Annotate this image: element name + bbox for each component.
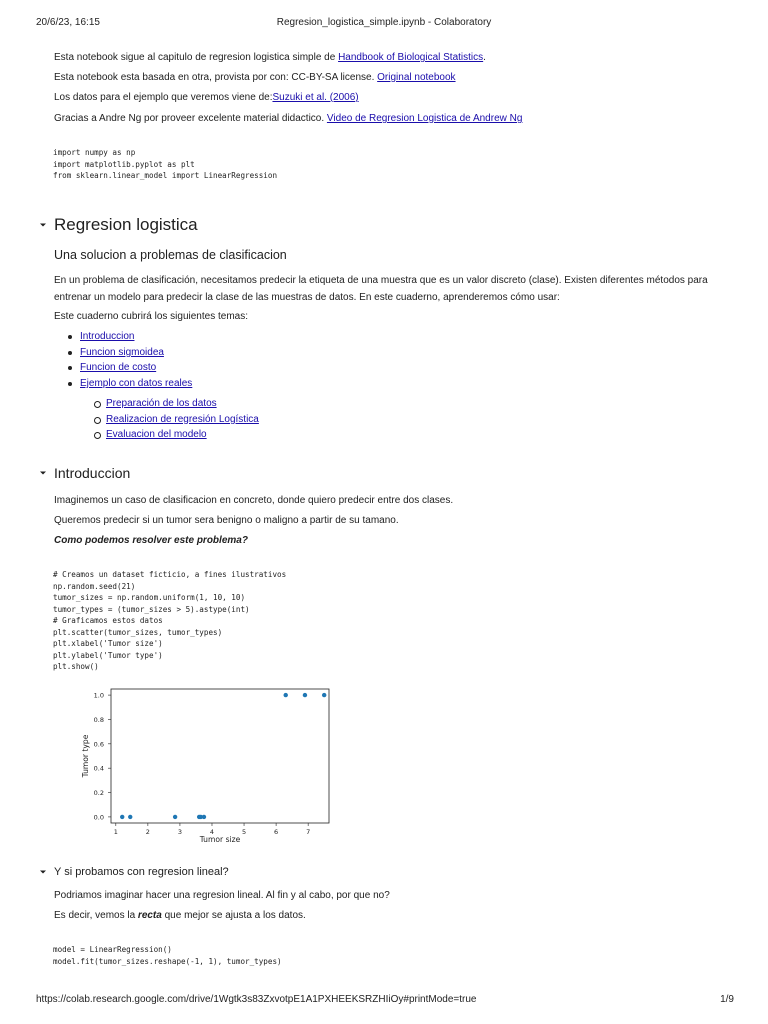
collapse-caret-icon[interactable] bbox=[38, 220, 48, 230]
code-cell-imports[interactable]: import numpy as np import matplotlib.pyplot as plt from sklearn.linear_model import LinearRegression bbox=[53, 148, 278, 180]
x-tick-label: 4 bbox=[209, 828, 215, 836]
scatter-plot bbox=[76, 683, 336, 847]
print-doc-title: Regresion_logistica_simple.ipynb - Colaboratory bbox=[276, 17, 492, 28]
section-title-introduccion: Introduccion bbox=[54, 465, 131, 481]
x-tick-label: 3 bbox=[177, 828, 182, 836]
intro-line-3-text: Los datos para el ejemplo que veremos viene de: bbox=[54, 92, 273, 103]
intro-line-2 bbox=[54, 69, 734, 86]
handbook-link[interactable]: Handbook of Biological Statistics bbox=[338, 52, 484, 63]
subtopic-link-evaluacion[interactable]: Evaluacion del modelo bbox=[106, 429, 207, 441]
collapse-caret-icon[interactable] bbox=[38, 468, 48, 478]
topic-link-datos-reales[interactable]: Ejemplo con datos reales bbox=[80, 378, 193, 390]
scatter-point bbox=[284, 693, 288, 697]
intro-line-4-text: Gracias a Andre Ng por proveer excelente material didactico. bbox=[54, 113, 327, 124]
x-tick-label: 6 bbox=[274, 828, 279, 836]
lineal-paragraph-2-suffix: que mejor se ajusta a los datos. bbox=[161, 910, 306, 921]
scatter-point bbox=[120, 815, 124, 819]
scatter-point bbox=[202, 815, 206, 819]
lineal-paragraph-2 bbox=[54, 907, 734, 924]
section-title-regresion: Regresion logistica bbox=[54, 215, 198, 234]
subtopic-item bbox=[106, 412, 259, 428]
plot-frame bbox=[111, 689, 329, 823]
topic-link-costo[interactable]: Funcion de costo bbox=[80, 362, 157, 374]
andrew-ng-video-link[interactable]: Video de Regresion Logistica de Andrew Ng bbox=[326, 113, 523, 124]
section-title-lineal: Y si probamos con regresion lineal? bbox=[54, 866, 229, 878]
code-cell-linear[interactable]: model = LinearRegression() model.fit(tumor_sizes.reshape(-1, 1), tumor_types) bbox=[53, 945, 282, 966]
regresion-paragraph-2: Este cuaderno cubrirá los siguientes temas: bbox=[54, 311, 248, 322]
print-footer bbox=[0, 994, 768, 1008]
suzuki-link[interactable]: Suzuki et al. (2006) bbox=[272, 92, 359, 103]
print-datetime: 20/6/23, 16:15 bbox=[36, 17, 100, 28]
intro-line-1 bbox=[54, 49, 734, 66]
topic-item bbox=[80, 329, 192, 345]
subtopic-item bbox=[106, 427, 259, 443]
original-notebook-link[interactable]: Original notebook bbox=[377, 72, 456, 83]
section-heading-introduccion[interactable] bbox=[38, 465, 130, 481]
topics-list bbox=[80, 329, 192, 392]
x-tick-label: 2 bbox=[145, 828, 150, 836]
section-heading-regresion[interactable] bbox=[38, 215, 198, 235]
scatter-point bbox=[128, 815, 132, 819]
y-tick-label: 0.0 bbox=[93, 813, 104, 822]
intro-line-3 bbox=[54, 89, 734, 106]
y-tick-label: 0.2 bbox=[93, 789, 104, 798]
intro-section-paragraph-1: Imaginemos un caso de clasificacion en concreto, donde quiero predecir entre dos clases. bbox=[54, 495, 454, 506]
y-axis-label: Tumor type bbox=[81, 734, 90, 778]
code-cell-scatter[interactable]: # Creamos un dataset ficticio, a fines ilustrativos np.random.seed(21) tumor_sizes = np.random.uniform(1, 10, 10) tumor_types = (tumor_sizes > 5).astype(int) # Graficamos estos datos plt.scatter(tumor_sizes, tumor_types) plt.xlabel('Tumor size') plt.ylabel('Tumor type') plt.show() bbox=[53, 570, 287, 671]
intro-section-question: Como podemos resolver este problema? bbox=[54, 535, 248, 546]
subtopic-link-preparacion[interactable]: Preparación de los datos bbox=[106, 398, 217, 409]
subtopic-link-realizacion[interactable]: Realizacion de regresión Logística bbox=[106, 413, 259, 425]
x-axis-label: Tumor size bbox=[199, 835, 241, 844]
topic-link-introduccion[interactable]: Introduccion bbox=[80, 331, 135, 342]
intro-line-1-text: Esta notebook sigue al capitulo de regresion logistica simple de bbox=[54, 52, 339, 63]
topic-item bbox=[80, 376, 192, 392]
intro-line-4 bbox=[54, 110, 734, 127]
intro-line-2-text: Esta notebook esta basada en otra, provista por con: CC-BY-SA license. bbox=[54, 72, 378, 83]
intro-section-paragraph-2: Queremos predecir si un tumor sera benigno o maligno a partir de su tamano. bbox=[54, 515, 399, 526]
x-tick-label: 5 bbox=[241, 828, 247, 836]
y-tick-label: 0.4 bbox=[93, 764, 104, 773]
section-heading-lineal[interactable] bbox=[38, 866, 229, 878]
topic-item bbox=[80, 345, 192, 361]
print-header bbox=[0, 17, 768, 31]
y-tick-label: 1.0 bbox=[93, 691, 104, 700]
collapse-caret-icon[interactable] bbox=[38, 867, 48, 877]
subtopic-item bbox=[106, 396, 259, 412]
y-tick-label: 0.6 bbox=[93, 740, 104, 749]
print-page-number: 1/9 bbox=[720, 994, 734, 1005]
lineal-paragraph-2-prefix: Es decir, vemos la bbox=[54, 910, 138, 921]
scatter-point bbox=[322, 693, 326, 697]
subheading-clasificacion: Una solucion a problemas de clasificacion bbox=[54, 248, 287, 262]
lineal-paragraph-1: Podriamos imaginar hacer una regresion lineal. Al fin y al cabo, por que no? bbox=[54, 890, 390, 901]
subtopics-list bbox=[106, 396, 259, 443]
x-tick-label: 1 bbox=[113, 828, 118, 836]
x-tick-label: 7 bbox=[306, 828, 311, 836]
recta-emphasis: recta bbox=[137, 910, 162, 921]
regresion-paragraph-1: En un problema de clasificación, necesitamos predecir la etiqueta de una muestra que es un valor discreto (clase). Existen diferentes métodos para entrenar un modelo para predecir la clase de las muestras de datos. En este cuaderno, aprenderemos cómo usar: bbox=[54, 275, 708, 303]
topic-link-sigmoidea[interactable]: Funcion sigmoidea bbox=[80, 346, 164, 358]
y-tick-label: 0.8 bbox=[93, 715, 104, 724]
scatter-point bbox=[173, 815, 177, 819]
intro-line-1-suffix: . bbox=[483, 52, 486, 63]
topic-item bbox=[80, 360, 192, 376]
print-url: https://colab.research.google.com/drive/1Wgtk3s83ZxvotpE1A1PXHEEKSRZHIiOy#printMode=true bbox=[36, 994, 477, 1005]
scatter-point bbox=[303, 693, 307, 697]
